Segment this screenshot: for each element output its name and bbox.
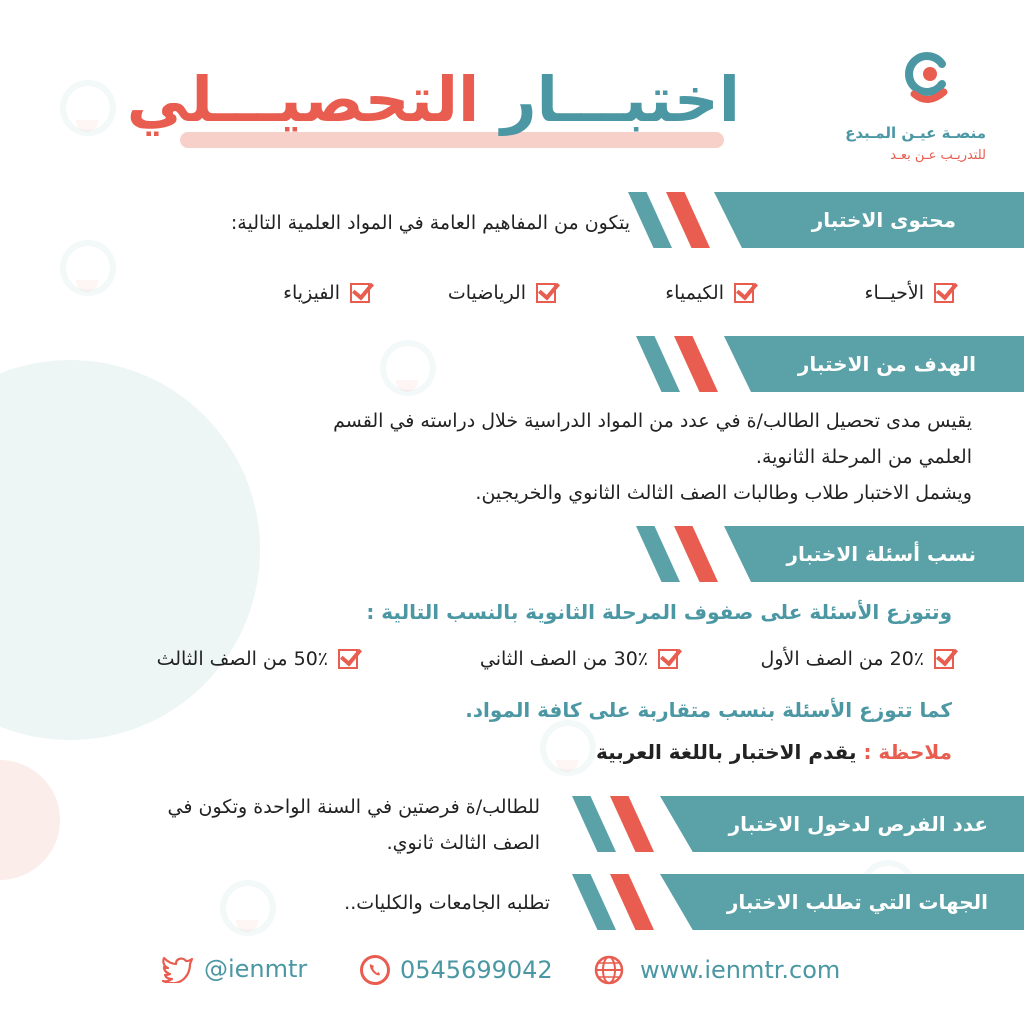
subject-item: الرياضيات bbox=[448, 282, 556, 304]
ratios-intro: وتتوزع الأسئلة على صفوف المرحلة الثانوية بالنسب التالية : bbox=[366, 600, 952, 624]
twitter-icon bbox=[162, 955, 194, 983]
check-icon bbox=[658, 649, 678, 669]
section-heading: عدد الفرص لدخول الاختبار bbox=[728, 812, 988, 836]
logo-icon bbox=[904, 50, 952, 106]
phone-number: 0545699042 bbox=[400, 956, 553, 984]
goal-line3: ويشمل الاختبار طلاب وطالبات الصف الثالث الثانوي والخريجين. bbox=[475, 482, 972, 504]
phone-icon bbox=[360, 955, 390, 985]
ratio-item: 30٪ من الصف الثاني bbox=[480, 648, 678, 670]
brand-name: منصـة عيـن المـبدع bbox=[845, 124, 986, 142]
footer-twitter[interactable] bbox=[162, 955, 307, 983]
title-part1: اختبـــار bbox=[500, 63, 740, 136]
watermark-icon bbox=[220, 880, 276, 936]
check-icon bbox=[338, 649, 358, 669]
footer-website[interactable] bbox=[594, 955, 840, 985]
attempts-line2: الصف الثالث ثانوي. bbox=[386, 832, 540, 854]
check-icon bbox=[934, 649, 954, 669]
section-banner-content bbox=[626, 192, 1024, 248]
ratios-note-line: كما تتوزع الأسئلة بنسب متقاربة على كافة المواد. bbox=[465, 698, 952, 722]
section-banner-attempts bbox=[570, 796, 1024, 852]
watermark-icon bbox=[60, 80, 116, 136]
entities-text: تطلبه الجامعات والكليات.. bbox=[344, 892, 550, 914]
section-heading: الهدف من الاختبار bbox=[797, 352, 976, 376]
content-intro: يتكون من المفاهيم العامة في المواد العلمية التالية: bbox=[230, 212, 630, 234]
subject-item: الأحيــاء bbox=[865, 282, 954, 304]
footer-phone[interactable] bbox=[360, 955, 553, 985]
brand-tagline: للتدريـب عـن بعـد bbox=[890, 148, 986, 163]
check-icon bbox=[536, 283, 556, 303]
watermark-icon bbox=[540, 720, 596, 776]
goal-line2: العلمي من المرحلة الثانوية. bbox=[755, 446, 972, 468]
attempts-line1: للطالب/ة فرصتين في السنة الواحدة وتكون في bbox=[167, 796, 540, 818]
page-title bbox=[126, 60, 740, 140]
check-icon bbox=[934, 283, 954, 303]
note-label: ملاحظة : bbox=[863, 740, 952, 764]
background-circle bbox=[0, 760, 60, 880]
section-heading: محتوى الاختبار bbox=[811, 208, 956, 232]
watermark-icon bbox=[380, 340, 436, 396]
twitter-handle: @ienmtr bbox=[204, 955, 308, 983]
globe-icon bbox=[594, 955, 624, 985]
ratio-item: 20٪ من الصف الأول bbox=[761, 648, 954, 670]
title-part2: التحصيـــلي bbox=[126, 63, 480, 136]
check-icon bbox=[350, 283, 370, 303]
watermark-icon bbox=[60, 240, 116, 296]
section-banner-goal bbox=[634, 336, 1024, 392]
background-circle bbox=[0, 360, 260, 740]
check-icon bbox=[734, 283, 754, 303]
subject-item: الفيزياء bbox=[283, 282, 370, 304]
ratio-item: 50٪ من الصف الثالث bbox=[157, 648, 358, 670]
note bbox=[596, 740, 952, 764]
subject-item: الكيمياء bbox=[665, 282, 754, 304]
section-banner-ratios bbox=[634, 526, 1024, 582]
section-heading: نسب أسئلة الاختبار bbox=[786, 542, 976, 566]
section-heading: الجهات التي تطلب الاختبار bbox=[726, 890, 988, 914]
section-banner-entities bbox=[570, 874, 1024, 930]
note-text: يقدم الاختبار باللغة العربية bbox=[595, 740, 857, 764]
website-url: www.ienmtr.com bbox=[640, 956, 841, 984]
goal-line1: يقيس مدى تحصيل الطالب/ة في عدد من المواد الدراسية خلال دراسته في القسم bbox=[333, 410, 972, 432]
